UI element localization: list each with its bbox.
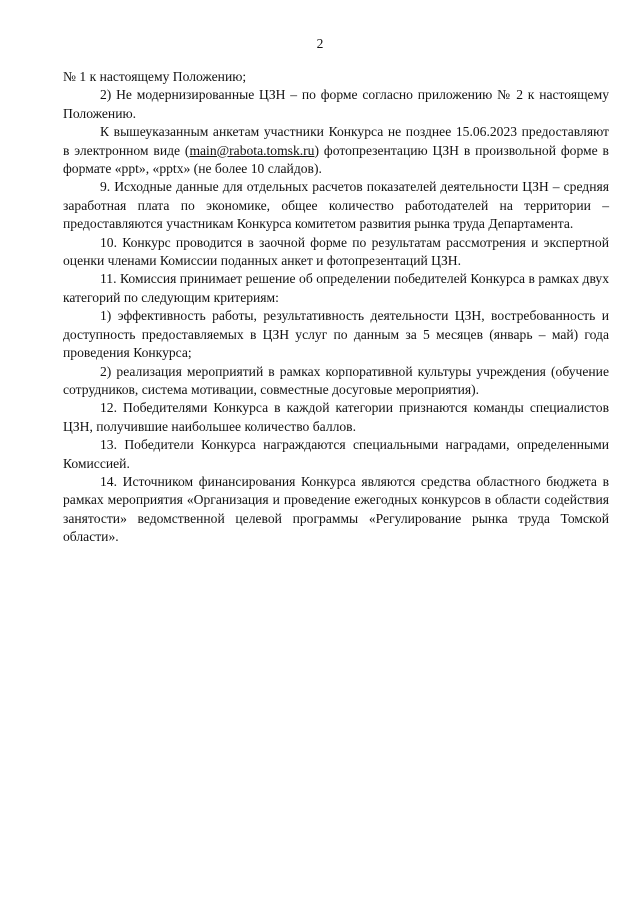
paragraph-continuation: № 1 к настоящему Положению; — [63, 69, 247, 84]
paragraph-12: 12. Победителями Конкурса в каждой категории признаются команды специалистов ЦЗН, получившие наибольшее количество баллов. — [63, 400, 609, 434]
email-link[interactable]: main@rabota.tomsk.ru — [189, 142, 315, 158]
paragraph-10: 10. Конкурс проводится в заочной форме по результатам рассмотрения и экспертной оценки членами Комиссии поданных анкет и фотопрезентаций ЦЗН. — [63, 234, 609, 269]
paragraph-13: 13. Победители Конкурса награждаются специальными наградами, определенными Комиссией. — [63, 437, 609, 471]
paragraph-text: К вышеуказанным анкетам участники Конкурса не позднее 15.06.2023 предоставляют в электронном виде ( — [63, 124, 609, 158]
paragraph-text: ) фотопрезентацию ЦЗН в произвольной форме в формате «ppt», «pptx» (не более 10 слайдов). — [63, 142, 609, 177]
paragraph-item-2: 2) Не модернизированные ЦЗН – по форме согласно приложению № 2 к настоящему Положению. — [63, 87, 609, 121]
paragraph-presentation-deadline — [63, 123, 609, 178]
criterion-1: 1) эффективность работы, результативность деятельности ЦЗН, востребованность и доступность предоставляемых в ЦЗН услуг по данным за 5 месяцев (январь – май) года проведения Конкурса; — [63, 308, 609, 361]
paragraph-9: 9. Исходные данные для отдельных расчетов показателей деятельности ЦЗН – средняя заработная плата по экономике, общее количество работодателей на территории – предоставляются участникам Конкурса комитетом развития рынка труда Департамента. — [63, 179, 609, 232]
criterion-2: 2) реализация мероприятий в рамках корпоративной культуры учреждения (обучение сотрудников, система мотивации, совместные досуговые мероприятия). — [63, 363, 609, 397]
paragraph-11: 11. Комиссия принимает решение об определении победителей Конкурса в рамках двух категорий по следующим критериям: — [63, 271, 609, 305]
document-body — [63, 68, 609, 547]
page-number: 2 — [316, 36, 324, 51]
paragraph-14: 14. Источником финансирования Конкурса являются средства областного бюджета в рамках мероприятия «Организация и проведение ежегодных конкурсов в области содействия занятости» ведомственной целевой программы «Регулирование рынка труда Томской области». — [63, 473, 609, 545]
